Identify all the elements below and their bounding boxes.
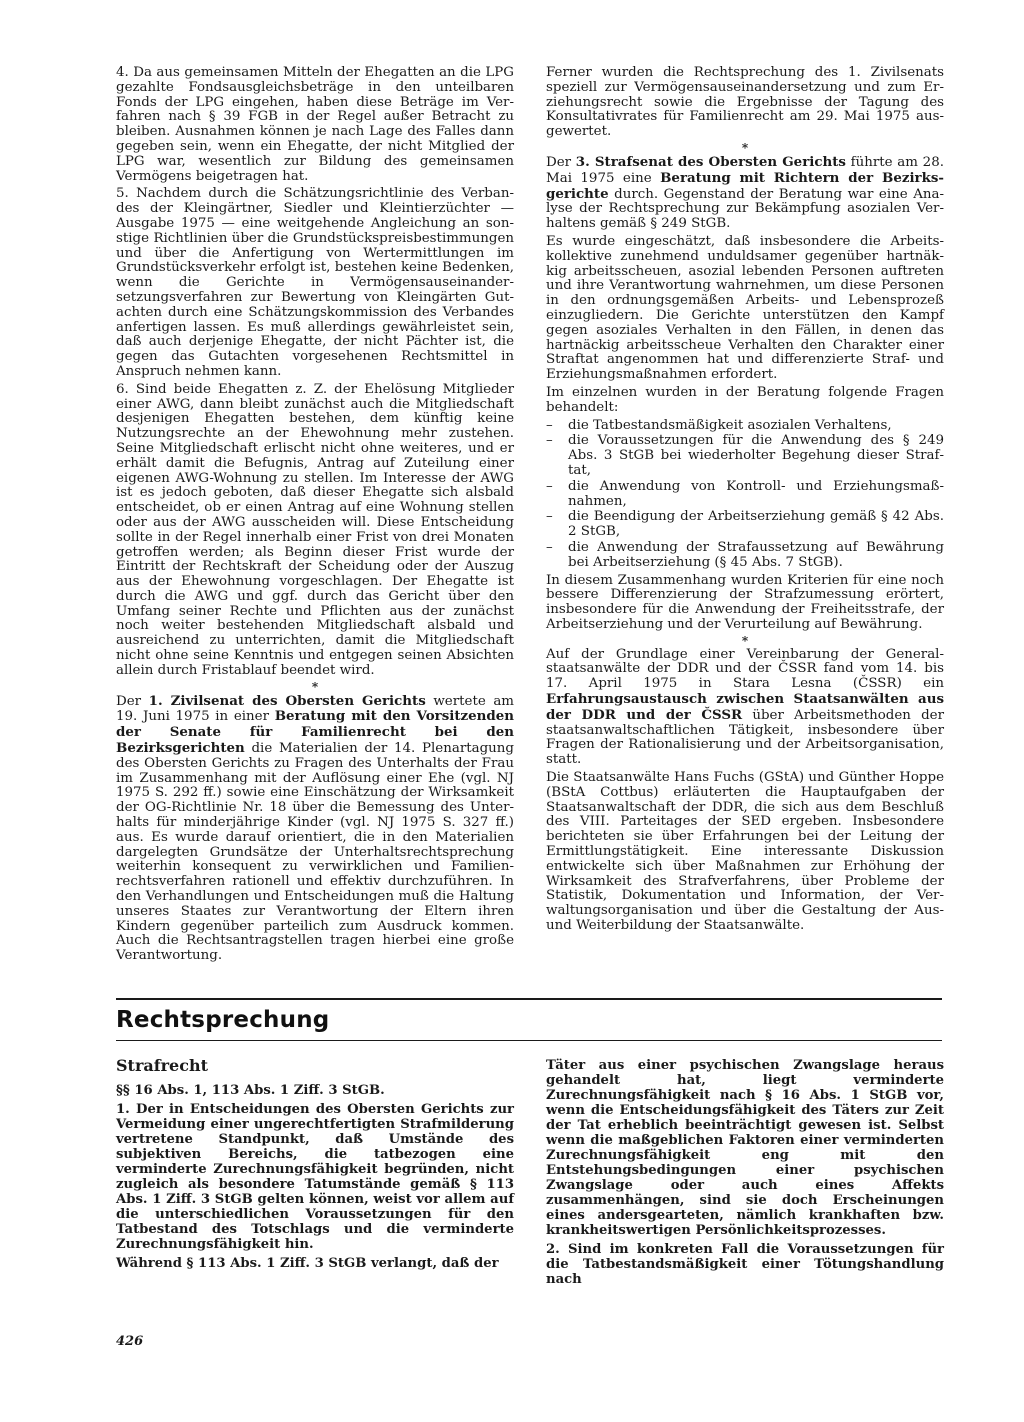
list-item: – die Tatbestandsmäßigkeit asozialen Verhaltens,	[546, 417, 892, 433]
lower-right-column	[546, 1058, 944, 1291]
section-rule-bottom	[116, 1040, 942, 1041]
section-rule-top	[116, 998, 942, 1000]
leitsatz-1-continued: Täter aus einer psychischen Zwangslage heraus gehandelt hat, liegt verminderte Zurechnungsfähigkeit nach § 16 Abs. 1 StGB vor, wenn die Entscheidungsfähigkeit des Täters zur Zeit der Tat erheblich beeinträchtigt gewesen ist. Selbst wenn die maßgeblichen Faktoren einer verminderten Zurechnungsfähigkeit eng mit den Entstehungsbedingungen einer psychischen Zwangslage oder auch eines Affekts zusammenhängen, sind sie doch Erscheinungen eines andersgearteten, nämlich krankhaften bzw. krankheitswertigen Persönlichkeitsprozesses.	[546, 1058, 944, 1238]
section-title: Rechtsprechung	[116, 1007, 330, 1033]
left-column	[116, 66, 514, 967]
paragraph-erfahrungsaustausch: Auf der Grundlage einer Vereinbarung der Generalstaatsanwälte der DDR und der ČSSR fand vom 14. bis 17. April 1975 in Stara Lesna (ČSSR) ein Erfahrungsaustausch zwischen Staatsanwälten aus der DDR und der ČSSR über Arbeitsmethoden der staatsanwaltschaftlichen Tätigkeit, insbesondere über Fragen der Rationalisierung und der Arbeitsorganisation, statt.	[546, 646, 944, 768]
list-item: – die Voraussetzungen für die Anwendung des § 249 Abs. 3 StGB bei wiederholter Begehung dieser Straftat,	[546, 433, 944, 478]
separator-star: *	[311, 679, 319, 694]
law-reference: §§ 16 Abs. 1, 113 Abs. 1 Ziff. 3 StGB.	[116, 1083, 385, 1098]
question-list	[546, 419, 944, 571]
paragraph-eingeschaetzt: Es wurde eingeschätzt, daß insbesondere die Arbeitskollektive zunehmend unduldsamer gegenüber hartnäkkig arbeitsscheuen, asozial lebenden Personen auftreten und ihre Verantwortung wahrnehmen, um diese Personen in den ordnungsgemäßen Arbeits- und Lebensprozeß einzugliedern. Die Gerichte unterstützen den Kampf gegen asoziales Verhalten in den Fällen, in denen das hartnäckig arbeitsscheue Verhalten den Charakter einer Straftat angenommen hat und differenzierte Straf- und Erziehungsmaßnahmen erfordert.	[546, 233, 944, 383]
paragraph-zivilsenat: Der 1. Zivilsenat des Obersten Gerichts wertete am 19. Juni 1975 in einer Beratung mit den Vorsitzenden der Senate für Familienrecht bei den Bezirksgerichten die Materialien der 14. Plenartagung des Obersten Gerichts zu Fragen des Unterhalts der Frau im Zusammenhang mit der Auflösung einer Ehe (vgl. NJ 1975 S. 292 ff.) sowie eine Einschätzung der Wirksamkeit der OG-Richtlinie Nr. 18 über die Bemessung des Unterhalts für minderjährige Kinder (vgl. NJ 1975 S. 327 ff.) aus. Es wurde darauf orientiert, die in den Materialien dargelegten Grundsätze der Unterhaltsrechtsprechung weiterhin konsequent zu verwirklichen und Familienrechtsverfahren rationell und effektiv durchzuführen. In den Verhandlungen und Entscheidungen muß die Haltung unseres Staates zur Verantwortung der Eltern ihren Kindern gegenüber parteilich zum Ausdruck kommen. Auch die Rechtsantragstellen tragen hierbei eine große Verantwortung.	[116, 692, 515, 964]
paragraph-kriterien: In diesem Zusammenhang wurden Kriterien für eine noch bessere Differenzierung der Strafzumessung erörtert, insbesondere für die Anwendung der Freiheitsstrafe, der Arbeitserziehung und der Verurteilung auf Bewährung.	[546, 572, 944, 632]
paragraph-strafsenat: Der 3. Strafsenat des Obersten Gerichts führte am 28. Mai 1975 eine Beratung mit Richtern der Bezirksgerichte durch. Gegenstand der Beratung war eine Analyse der Rechtsprechung zur Bekämpfung asozialen Verhaltens gemäß § 249 StGB.	[546, 153, 944, 232]
leitsatz-1: 1. Der in Entscheidungen des Obersten Gerichts zur Vermeidung einer ungerechtfertigten Strafmilderung vertretene Standpunkt, daß Umstände des subjektiven Bereichs, die tatbezogen eine verminderte Zurechnungsfähigkeit begründen, nicht zugleich als besondere Tatumstände gemäß § 113 Abs. 1 Ziff. 3 StGB gelten können, weist vor allem auf die unterschiedlichen Voraussetzungen für den Tatbestand des Totschlags und die verminderte Zurechnungsfähigkeit hin.	[116, 1102, 514, 1252]
paragraph-4: 4. Da aus gemeinsamen Mitteln der Ehegatten an die LPG gezahlte Fondsausgleichsbeträge in den unteilbaren Fonds der LPG eingehen, haben diese Beträge im Verfahren nach § 39 FGB in der Regel außer Betracht zu bleiben. Ausnahmen können je nach Lage des Falles dann gegeben sein, wenn ein Ehegatte, der nicht Mitglied der LPG war, wesentlich zur Bildung des gemeinsamen Vermögens beigetragen hat.	[116, 65, 514, 184]
list-item: – die Beendigung der Arbeitserziehung gemäß § 42 Abs. 2 StGB,	[546, 509, 944, 540]
paragraph-6: 6. Sind beide Ehegatten z. Z. der Ehelösung Mitglieder einer AWG, dann bleibt zunächst auch die Mitgliedschaft desjenigen Ehegatten bestehen, dem künftig keine Nutzungsrechte an der Ehewohnung mehr zustehen. Seine Mitgliedschaft erlischt nicht ohne weiteres, und er erhält damit die Befugnis, Antrag auf Zuteilung einer eigenen AWG-Wohnung zu stellen. Im Interesse der AWG ist es jedoch geboten, daß dieser Ehegatte sich alsbald entscheidet, ob er einen Antrag auf eine Wohnung stellen oder aus der AWG ausscheiden will. Diese Entscheidung sollte in der Regel innerhalb einer Frist von drei Monaten getroffen werden; als Beginn dieser Frist wurde der Eintritt der Rechtskraft der Scheidung oder der Auszug aus der Ehewohnung vorgeschlagen. Der Ehegatte ist durch die AWG und ggf. durch das Gericht über den Umfang seiner Rechte und Pflichten aus der zunächst noch weiter bestehenden Mitgliedschaft alsbald und ausreichend zu unterrichten, damit die Mitgliedschaft nicht ohne seine Kenntnis und entgegen seinen Absichten allein durch Fristablauf beendet wird.	[116, 381, 514, 678]
right-column	[546, 66, 944, 937]
list-item: – die Anwendung von Kontroll- und Erziehungsmaßnahmen,	[546, 478, 944, 509]
page-number: 426	[116, 1334, 144, 1349]
separator-star: *	[741, 140, 749, 155]
paragraph-fragen-intro: Im einzelnen wurden in der Beratung folgende Fragen behandelt:	[546, 384, 944, 415]
subsection-heading: Strafrecht	[116, 1056, 208, 1075]
list-item: – die Anwendung der Strafaussetzung auf Bewährung bei Arbeitserziehung (§ 45 Abs. 7 StGB).	[546, 539, 944, 570]
leitsatz-2: 2. Sind im konkreten Fall die Voraussetzungen für die Tatbestandsmäßigkeit einer Tötungshandlung nach	[546, 1242, 944, 1287]
separator-star: *	[741, 633, 749, 648]
lower-left-column	[116, 1058, 514, 1275]
leitsatz-1-cont: Während § 113 Abs. 1 Ziff. 3 StGB verlangt, daß der	[116, 1256, 499, 1271]
paragraph-5: 5. Nachdem durch die Schätzungsrichtlinie des Verbandes der Kleingärtner, Siedler und Kleintierzüchter — Ausgabe 1975 — eine weitgehende Angleichung an sonstige Richtlinien über die Grundstückspreisbestimmungen und über die Anfertigung von Wertermittlungen im Grundstücksverkehr erfolgt ist, bestehen keine Bedenken, wenn die Gerichte in Vermögensauseinandersetzungsverfahren zur Bewertung von Kleingärten Gutachten durch eine Schätzungskommission des Verbandes anfertigen lassen. Es muß allerdings gewährleistet sein, daß auch derjenige Ehegatte, der nicht Pächter ist, die gegen das Gutachten vorgesehenen Rechtsmittel in Anspruch nehmen kann.	[116, 186, 514, 379]
paragraph-staatsanwaelte: Die Staatsanwälte Hans Fuchs (GStA) und Günther Hoppe (BStA Cottbus) erläuterten die Hauptaufgaben der Staatsanwaltschaft der DDR, die sich aus dem Beschluß des VIII. Parteitages der SED ergeben. Insbesondere berichteten sie über Erfahrungen bei der Leitung der Ermittlungstätigkeit. Eine interessante Diskussion entwickelte sich über Maßnahmen zur Erhöhung der Wirksamkeit des Strafverfahrens, über Probleme der Statistik, Dokumentation und Information, der Verwaltungsorganisation und über die Gestaltung der Aus- und Weiterbildung der Staatsanwälte.	[546, 770, 944, 934]
paragraph-ferner: Ferner wurden die Rechtsprechung des 1. Zivilsenats speziell zur Vermögensauseinandersetzung und zum Erziehungsrecht sowie die Ergebnisse der Tagung des Konsultativrates für Familienrecht am 29. Mai 1975 ausgewertet.	[546, 65, 944, 140]
